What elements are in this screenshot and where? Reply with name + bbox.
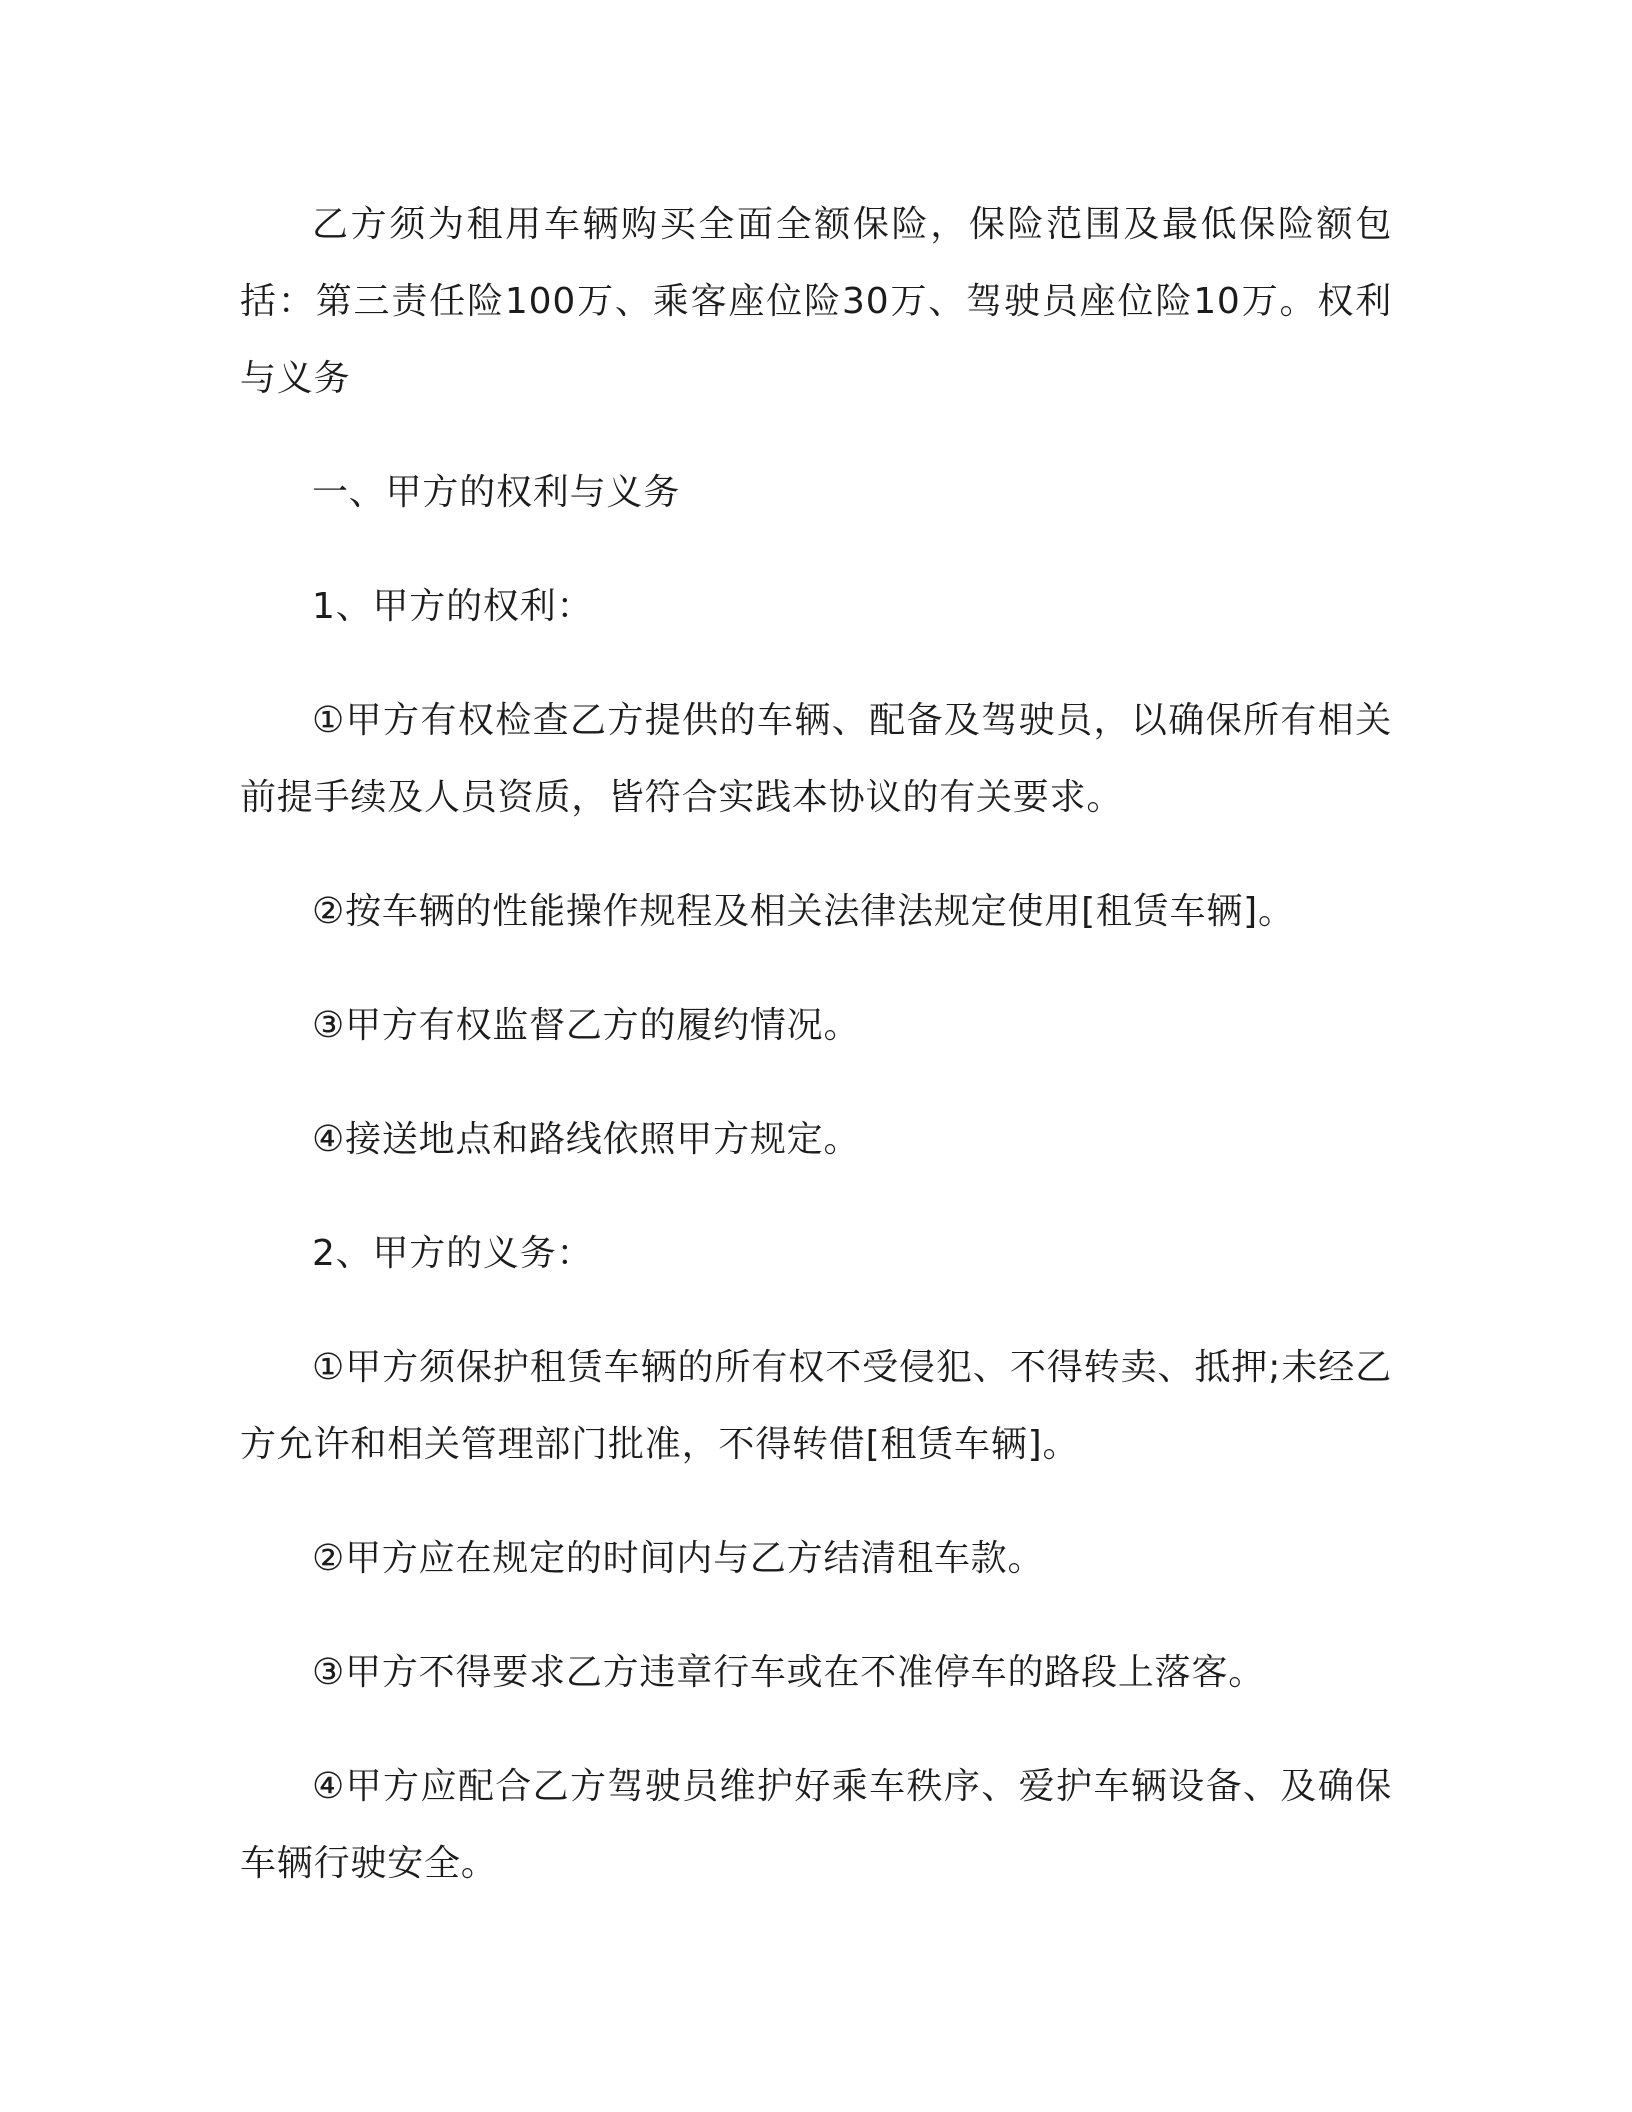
obligations-item-4: ④甲方应配合乙方驾驶员维护好乘车秩序、爱护车辆设备、及确保车辆行驶安全。 (240, 1766, 1392, 1884)
insurance-paragraph: 乙方须为租用车辆购买全面全额保险，保险范围及最低保险额包括：第三责任险100万、乘客座位险30万、驾驶员座位险10万。权利与义务 (240, 204, 1392, 399)
rights-item-3: ③甲方有权监督乙方的履约情况。 (312, 1005, 861, 1046)
obligations-item-1: ①甲方须保护租赁车辆的所有权不受侵犯、不得转卖、抵押;未经乙方允许和相关管理部门批准，不得转借[租赁车辆]。 (240, 1347, 1392, 1465)
rights-item-1: ①甲方有权检查乙方提供的车辆、配备及驾驶员，以确保所有相关前提手续及人员资质，皆符合实践本协议的有关要求。 (240, 700, 1392, 818)
rights-item-2: ②按车辆的性能操作规程及相关法律法规定使用[租赁车辆]。 (312, 891, 1295, 932)
subheading-party-a-rights: 1、甲方的权利： (312, 586, 594, 627)
rights-item-4: ④接送地点和路线依照甲方规定。 (312, 1119, 861, 1160)
subheading-party-a-obligations: 2、甲方的义务： (312, 1233, 594, 1274)
section-heading-party-a: 一、甲方的权利与义务 (312, 472, 681, 513)
obligations-item-3: ③甲方不得要求乙方违章行车或在不准停车的路段上落客。 (312, 1652, 1266, 1693)
obligations-item-2: ②甲方应在规定的时间内与乙方结清租车款。 (312, 1538, 1045, 1579)
